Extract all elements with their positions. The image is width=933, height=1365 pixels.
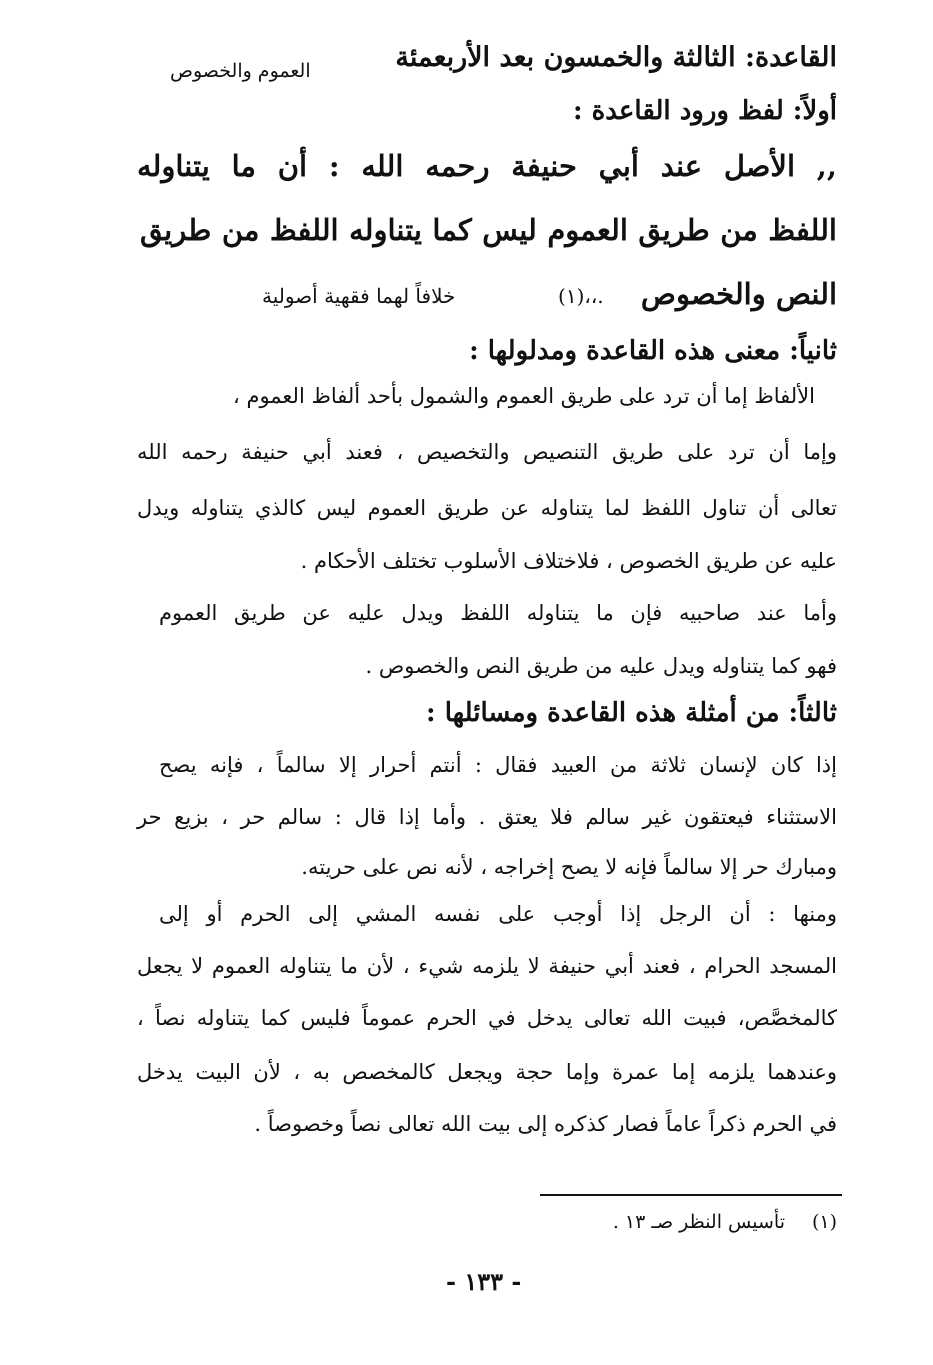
section3-line-7: وعندهما يلزمه إما عمرة وإما حجة ويجعل كالمخصص به ، لأن البيت يدخل (137, 1060, 837, 1084)
section2-line-2: وإما أن ترد على طريق التنصيص والتخصيص ، فعند أبي حنيفة رحمه الله (137, 440, 837, 464)
rule-title: القاعدة: الثالثة والخمسون بعد الأربعمئة (395, 42, 837, 73)
section3-heading: ثالثاً: من أمثلة هذه القاعدة ومسائلها : (426, 698, 837, 728)
section3-line-8: في الحرم ذكراً عاماً فصار كذكره إلى بيت الله تعالى نصاً وخصوصاً . (254, 1112, 837, 1136)
section3-line-6: كالمخصَّص، فبيت الله تعالى يدخل في الحرم عموماً فليس كما يتناوله نصاً ، (137, 1006, 837, 1030)
quote-line-1: ,, الأصل عند أبي حنيفة رحمه الله : أن ما يتناوله (137, 149, 837, 183)
section1-heading: أولاً: لفظ ورود القاعدة : (572, 96, 837, 126)
section2-line-3: تعالى أن تناول اللفظ لما يتناوله عن طريق العموم ليس كالذي يتناوله ويدل (137, 496, 837, 520)
section3-line-3: ومبارك حر إلا سالماً فإنه لا يصح إخراجه ، لأنه نص على حريته. (301, 855, 837, 879)
section2-line-1: الألفاظ إما أن ترد على طريق العموم والشمول بأحد ألفاظ العموم ، (232, 384, 815, 408)
topic-label: العموم والخصوص (170, 60, 311, 82)
quote-line-2: اللفظ من طريق العموم ليس كما يتناوله اللفظ من طريق (140, 213, 837, 247)
section2-line-5: وأما عند صاحبيه فإن ما يتناوله اللفظ ويدل عليه عن طريق العموم (159, 601, 837, 625)
section3-line-4: ومنها : أن الرجل إذا أوجب على نفسه المشي إلى الحرم أو إلى (159, 902, 837, 926)
footnote-divider (540, 1194, 842, 1196)
section2-line-4: عليه عن طريق الخصوص ، فلاختلاف الأسلوب تختلف الأحكام . (300, 549, 837, 573)
footnote-number: (١) (811, 1211, 837, 1233)
footnote-text: تأسيس النظر صـ ١٣ . (612, 1211, 785, 1233)
quote-note: خلافاً لهما فقهية أصولية (262, 284, 456, 308)
section3-line-5: المسجد الحرام ، فعند أبي حنيفة لا يلزمه شيء ، لأن ما يتناوله العموم لا يجعل (137, 954, 837, 978)
page-number: - ١٣٣ - (446, 1267, 522, 1296)
quote-line-3: النص والخصوص (640, 277, 837, 311)
section3-line-1: إذا كان لإنسان ثلاثة من العبيد فقال : أنتم أحرار إلا سالماً ، فإنه يصح (159, 753, 837, 777)
section3-line-2: الاستثناء فيعتقون غير سالم فلا يعتق . وأما إذا قال : سالم حر ، بزيع حر (137, 805, 837, 829)
quote-footnote-ref: (١)،،. (558, 284, 604, 308)
section2-heading: ثانياً: معنى هذه القاعدة ومدلولها : (469, 336, 837, 366)
section2-line-6: فهو كما يتناوله ويدل عليه من طريق النص والخصوص . (365, 654, 837, 678)
